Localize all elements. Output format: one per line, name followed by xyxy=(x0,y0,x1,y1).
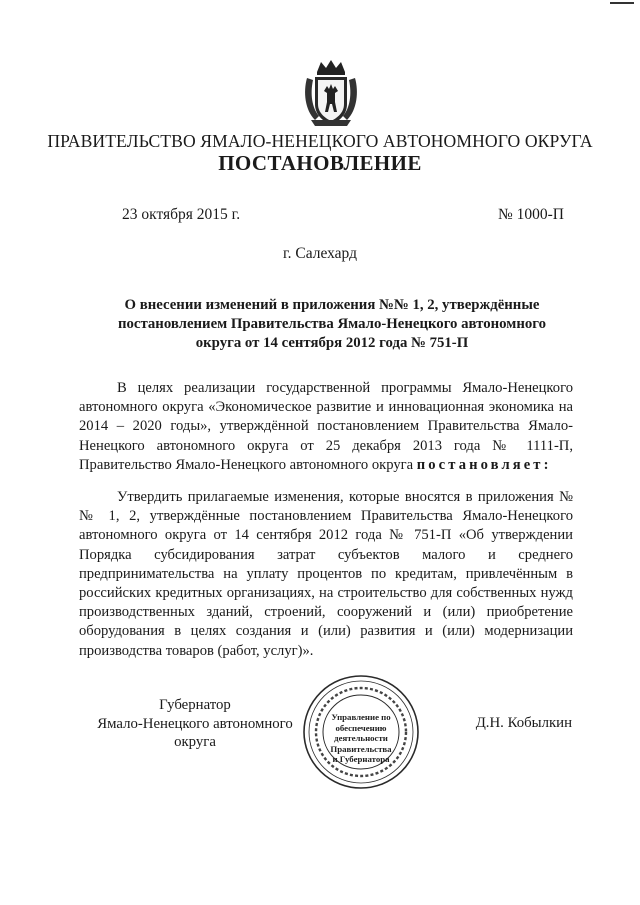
scan-mark xyxy=(610,2,634,4)
seal-line-3: деятельности xyxy=(334,733,388,744)
document-type: ПОСТАНОВЛЕНИЕ xyxy=(218,151,422,175)
paragraph-1-emphasis: постановляет: xyxy=(416,456,552,473)
paragraph-1-text: В целях реализации государственной программы Ямало-Ненецкого автономного округа «Экономическое развитие и инновационная экономика на 2014 – 2020 годы», утверждённой постановлением Правительства Ямало-Ненецкого автономного округа от 25 декабря 2013 года № 1111-П, Правительство Ямало-Ненецкого автономного округа xyxy=(79,380,573,473)
document-title: О внесении изменений в приложения №№ 1, 2, утверждённые постановлением Правительства Ямало-Ненецкого автономного округа от 14 сентября 2012 года № 751-П xyxy=(117,297,547,351)
seal-text xyxy=(321,712,401,765)
seal-line-4: Правительства xyxy=(330,743,392,754)
document-date: 23 октября 2015 г. xyxy=(122,206,241,223)
signatory-title-line-1: Губернатор xyxy=(159,697,231,713)
coat-of-arms-icon xyxy=(303,58,359,128)
signatory-name: Д.Н. Кобылкин xyxy=(475,715,572,731)
body-paragraph-1 xyxy=(79,379,573,475)
signatory-title xyxy=(79,696,311,752)
document-number: № 1000-П xyxy=(497,206,564,223)
seal-line-1: Управление по xyxy=(331,712,391,722)
seal-line-5: и Губернатора xyxy=(332,754,390,765)
body-paragraph-2: Утвердить прилагаемые изменения, которые вносятся в приложения №№ 1, 2, утверждённые постановлением Правительства Ямало-Ненецкого автономного округа от 14 сентября 2012 года № 751-П «Об утверждении Порядка субсидирования затрат субъектов малого и среднего предпринимательства на уплату процентов по кредитам, привлечённым в российских кредитных организациях, на строительство для собственных нужд производственных зданий, строений, сооружений и (или) приобретение оборудования в целях создания и (или) развития и (или) модернизации производства товаров (работ, услуг)». xyxy=(79,489,573,659)
signatory-title-line-2: Ямало-Ненецкого автономного округа xyxy=(97,715,293,750)
document-city: г. Салехард xyxy=(283,245,357,262)
seal-line-2: обеспечению xyxy=(335,722,387,733)
organization-name: ПРАВИТЕЛЬСТВО ЯМАЛО-НЕНЕЦКОГО АВТОНОМНОГО ОКРУГА xyxy=(47,131,593,151)
